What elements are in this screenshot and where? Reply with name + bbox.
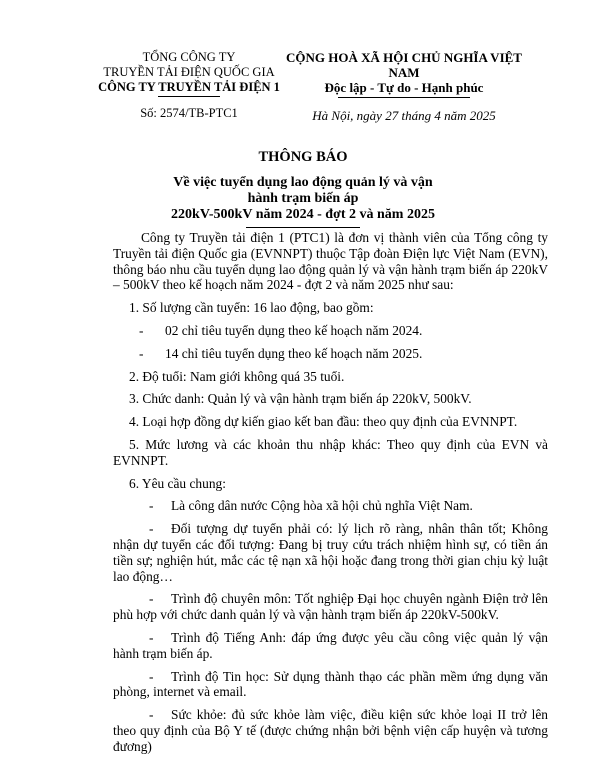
dash-marker: - xyxy=(149,498,154,514)
parent-organization: TỔNG CÔNG TY xyxy=(142,50,236,64)
national-title: CỘNG HOÀ XÃ HỘI CHỦ NGHĨA VIỆT NAM xyxy=(286,50,522,80)
requirement-health-text: Sức khỏe: đủ sức khỏe làm việc, điều kiện sức khỏe loại II trở lên theo quy định của Bộ Y tế (được chứng nhận bởi bệnh viện cấp huyện và tương đương) xyxy=(113,707,548,754)
intro-paragraph: Công ty Truyền tải điện 1 (PTC1) là đơn vị thành viên của Tổng công ty Truyền tải điện Quốc gia (EVNNPT) thuộc Tập đoàn Điện lực Việt Nam (EVN), thông báo nhu cầu tuyển dụng lao động quản lý và vận hành trạm biến áp 220kV – 500kV theo kế hoạch năm 2024 - đợt 2 và năm 2025 như sau: xyxy=(113,230,548,293)
quantity-sub-2024 xyxy=(113,323,548,339)
requirement-english xyxy=(113,630,548,662)
requirement-education xyxy=(113,591,548,623)
document-title: THÔNG BÁO xyxy=(258,149,348,165)
item-quantity: 1. Số lượng cần tuyển: 16 lao động, bao gồm: xyxy=(129,300,374,316)
issuer-underline xyxy=(158,96,220,97)
requirement-background xyxy=(113,521,548,584)
requirement-education-text: Trình độ chuyên môn: Tốt nghiệp Đại học chuyên ngành Điện trở lên phù hợp với chức danh quản lý và vận hành trạm biến áp 220kV-500kV. xyxy=(113,591,548,623)
quantity-sub-2024-text: 02 chỉ tiêu tuyển dụng theo kế hoạch năm 2024. xyxy=(165,322,423,338)
document-date: Hà Nội, ngày 27 tháng 4 năm 2025 xyxy=(312,108,496,123)
dash-marker: - xyxy=(139,322,144,338)
quantity-sub-2025 xyxy=(113,346,548,362)
issuing-company: CÔNG TY TRUYỀN TẢI ĐIỆN 1 xyxy=(98,80,280,94)
document-number: Số: 2574/TB-PTC1 xyxy=(140,106,238,120)
dash-marker: - xyxy=(149,707,154,723)
requirement-it-text: Trình độ Tin học: Sử dụng thành thạo các phần mềm ứng dụng văn phòng, internet và email. xyxy=(113,668,548,700)
item-position: 3. Chức danh: Quản lý và vận hành trạm biến áp 220kV, 500kV. xyxy=(129,391,472,407)
requirement-it xyxy=(113,669,548,701)
issuer-header xyxy=(96,50,282,121)
parent-organization-name: TRUYỀN TẢI ĐIỆN QUỐC GIA xyxy=(103,65,275,79)
item-requirements: 6. Yêu cầu chung: xyxy=(129,475,226,491)
requirement-background-text: Đối tượng dự tuyển phải có: lý lịch rõ ràng, nhân thân tốt; Không nhận dự tuyển các đối tượng: Đang bị truy cứu trách nhiệm hình sự, có tiền án tiền sự; nghiện hút, mắc các tệ nạn xã hội hoặc đang trong thời gian chịu kỷ luật lao động… xyxy=(113,521,548,584)
national-motto: Độc lập - Tự do - Hạnh phúc xyxy=(324,80,484,95)
requirement-english-text: Trình độ Tiếng Anh: đáp ứng được yêu cầu công việc quản lý vận hành trạm biến áp. xyxy=(113,629,548,661)
requirement-citizenship-text: Là công dân nước Cộng hòa xã hội chủ nghĩa Việt Nam. xyxy=(171,498,473,514)
item-contract: 4. Loại hợp đồng dự kiến giao kết ban đầu: theo quy định của EVNNPT. xyxy=(129,414,518,430)
dash-marker: - xyxy=(149,591,154,607)
document-title-block xyxy=(160,149,446,228)
dash-marker: - xyxy=(149,521,154,537)
document-subtitle-line2: 220kV-500kV năm 2024 - đợt 2 và năm 2025 xyxy=(171,207,435,222)
requirement-health xyxy=(113,707,548,754)
dash-marker: - xyxy=(149,668,154,684)
requirement-citizenship xyxy=(113,498,548,514)
national-header xyxy=(286,50,522,123)
item-salary: 5. Mức lương và các khoản thu nhập khác: Theo quy định của EVN và EVNNPT. xyxy=(113,436,548,468)
item-age: 2. Độ tuổi: Nam giới không quá 35 tuổi. xyxy=(129,368,345,384)
document-subtitle-line1: Về việc tuyển dụng lao động quản lý và vận hành trạm biến áp xyxy=(173,175,433,206)
dash-marker: - xyxy=(149,629,154,645)
motto-underline xyxy=(338,97,470,98)
dash-marker: - xyxy=(139,345,144,361)
document-body xyxy=(113,230,548,762)
title-underline xyxy=(246,227,360,228)
quantity-sub-2025-text: 14 chỉ tiêu tuyển dụng theo kế hoạch năm 2025. xyxy=(165,345,423,361)
